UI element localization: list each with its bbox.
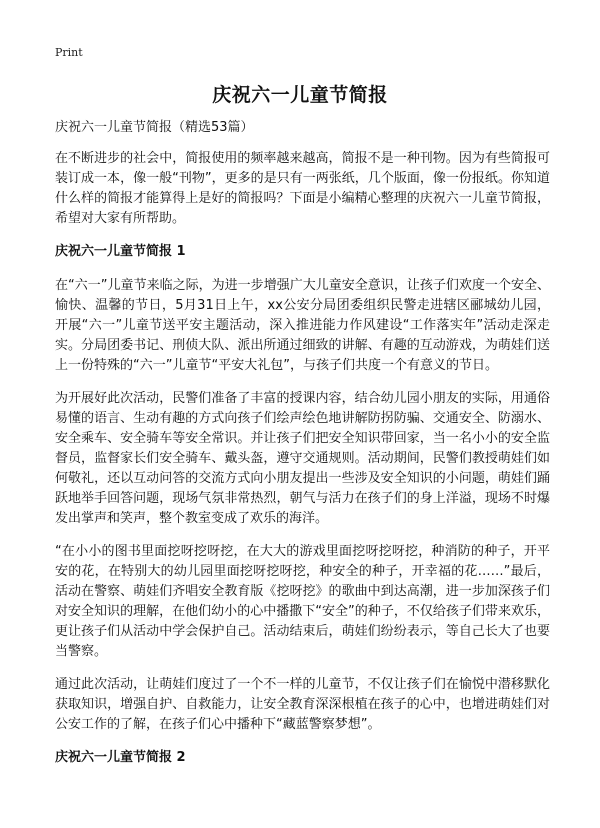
section-heading-2: 庆祝六一儿童节简报 2 [55,750,186,765]
article-body [55,118,550,782]
document-subtitle: 庆祝六一儿童节简报（精选53篇） [55,120,254,135]
page-title: 庆祝六一儿童节简报 [212,84,388,106]
print-link[interactable]: Print [55,46,83,59]
section-heading-1: 庆祝六一儿童节简报 1 [55,244,186,259]
section-1-paragraph-4: 通过此次活动，让萌娃们度过了一个不一样的儿童节，不仅让孩子们在愉悦中潜移默化获取知识，增强自护、自救能力，让安全教育深深根植在孩子的心中，也增进萌娃们对公安工作的了解，在孩子们心中播种下“藏蓝警察梦想”。 [55,677,550,732]
section-1-paragraph-1: 在“六一”儿童节来临之际，为进一步增强广大儿童安全意识，让孩子们欢度一个安全、愉快、温馨的节日，5月31日上午，xx公安分局团委组织民警走进辖区郦城幼儿园，开展“六一”儿童节送平安主题活动，深入推进能力作风建设“工作落实年”活动走深走实。分局团委书记、刑侦大队、派出所通过细致的讲解、有趣的互动游戏，为萌娃们送上一份特殊的“六一”儿童节“平安大礼包”，与孩子们共度一个有意义的节日。 [55,278,550,373]
section-1-paragraph-3: “在小小的图书里面挖呀挖呀挖，在大大的游戏里面挖呀挖呀挖，种消防的种子，开平安的花，在特别大的幼儿园里面挖呀挖呀挖，种安全的种子，开幸福的花……”最后，活动在警察、萌娃们齐唱安全教育版《挖呀挖》的歌曲中到达高潮，进一步加深孩子们对安全知识的理解，在他们幼小的心中播撒下“安全”的种子，不仅给孩子们带来欢乐，更让孩子们从活动中学会保护自己。活动结束后，萌娃们纷纷表示，等自己长大了也要当警察。 [55,544,550,659]
section-1-paragraph-2: 为开展好此次活动，民警们准备了丰富的授课内容，结合幼儿园小朋友的实际，用通俗易懂的语言、生动有趣的方式向孩子们绘声绘色地讲解防拐防骗、交通安全、防溺水、安全乘车、安全骑车等安全常识。并让孩子们把安全知识带回家，当一名小小的安全监督员，监督家长们安全骑车、戴头盔，遵守交通规则。活动期间，民警们教授萌娃们如何敬礼，还以互动问答的交流方式向小朋友提出一些涉及安全知识的小问题，萌娃们踊跃地举手回答问题，现场气氛非常热烈，朝气与活力在孩子们的身上洋溢，现场不时爆发出掌声和笑声，整个教室变成了欢乐的海洋。 [55,391,550,526]
intro-paragraph: 在不断进步的社会中，简报使用的频率越来越高，简报不是一种刊物。因为有些简报可装订成一本，像一般“刊物”，更多的是只有一两张纸，几个版面，像一份报纸。你知道什么样的简报才能算得上是好的简报吗？下面是小编精心整理的庆祝六一儿童节简报，希望对大家有所帮助。 [55,151,550,226]
